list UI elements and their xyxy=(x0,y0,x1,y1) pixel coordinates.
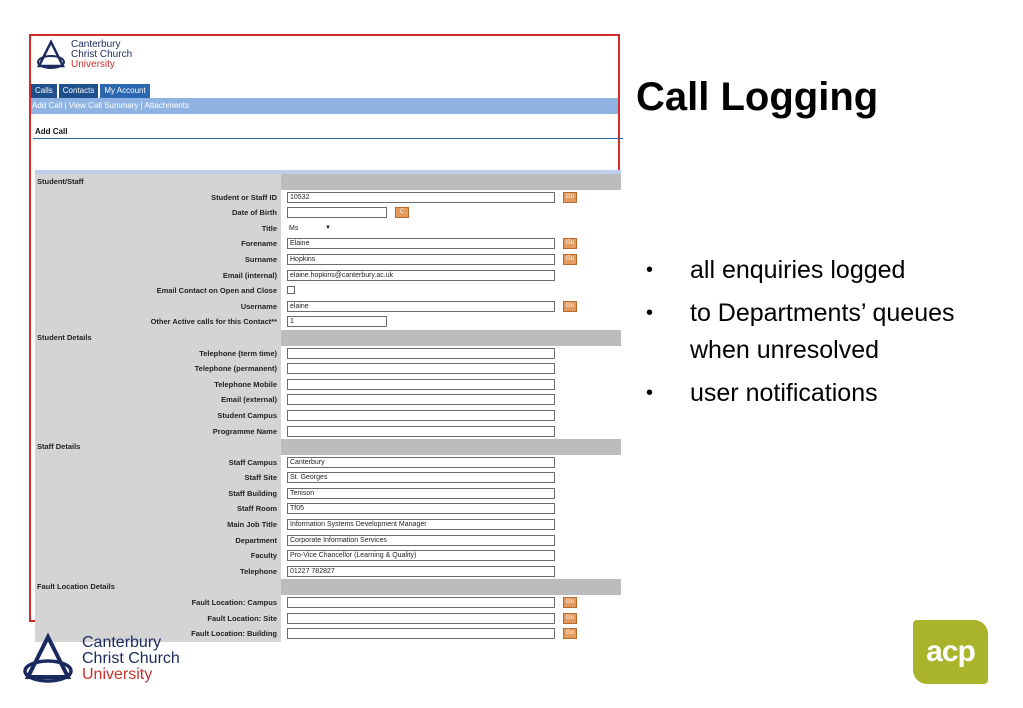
fault-building-input[interactable] xyxy=(287,628,555,639)
calendar-button[interactable]: C xyxy=(395,207,409,218)
logo-line-2: Christ Church xyxy=(82,650,180,667)
go-button[interactable]: Go xyxy=(563,254,577,265)
tab-my-account[interactable]: My Account xyxy=(100,84,149,98)
logo-line-1: Canterbury xyxy=(71,39,121,50)
field-label: Staff Room xyxy=(35,501,281,517)
field-label: Email (external) xyxy=(35,392,281,408)
field-label: Telephone (term time) xyxy=(35,346,281,362)
field-label: Fault Location: Building xyxy=(35,626,281,642)
add-call-form xyxy=(35,174,621,642)
page-title: Add Call xyxy=(35,127,68,136)
section-header-student-staff xyxy=(35,174,621,190)
field-label: Title xyxy=(35,221,281,237)
go-button[interactable]: Go xyxy=(563,613,577,624)
form-row xyxy=(35,377,621,393)
bullet-item xyxy=(646,295,986,369)
tab-contacts[interactable]: Contacts xyxy=(59,84,99,98)
form-row xyxy=(35,299,621,315)
call-logging-screenshot xyxy=(29,34,620,639)
fault-campus-input[interactable] xyxy=(287,597,555,608)
logo-line-2: Christ Church xyxy=(71,49,133,60)
form-row xyxy=(35,470,621,486)
form-row xyxy=(35,595,621,611)
go-button[interactable]: Go xyxy=(563,192,577,203)
main-tabs xyxy=(31,84,152,98)
staff-building-input[interactable]: Tenison xyxy=(287,488,555,499)
field-label: Telephone (permanent) xyxy=(35,361,281,377)
title-divider xyxy=(33,138,623,139)
telephone-mobile-input[interactable] xyxy=(287,379,555,390)
department-input[interactable]: Corporate Information Services xyxy=(287,535,555,546)
logo-line-3: University xyxy=(82,666,153,683)
bullet-marker: • xyxy=(646,259,654,281)
bullet-item xyxy=(646,252,986,289)
bullet-text: to Departments’ queues when unresolved xyxy=(690,299,955,364)
app-header xyxy=(31,36,618,84)
section-header-staff-details xyxy=(35,439,621,455)
section-label: Fault Location Details xyxy=(35,579,281,595)
form-row xyxy=(35,611,621,627)
section-header-student-details xyxy=(35,330,621,346)
bullet-text: user notifications xyxy=(690,379,878,407)
date-of-birth-input[interactable] xyxy=(287,207,387,218)
go-button[interactable]: Go xyxy=(563,301,577,312)
university-logo xyxy=(20,633,180,685)
fault-site-input[interactable] xyxy=(287,613,555,624)
field-label: Date of Birth xyxy=(35,205,281,221)
section-header-fault-location xyxy=(35,579,621,595)
tab-calls[interactable]: Calls xyxy=(31,84,57,98)
form-row xyxy=(35,346,621,362)
university-emblem-icon xyxy=(20,633,76,685)
email-contact-checkbox[interactable] xyxy=(287,286,295,294)
form-row xyxy=(35,361,621,377)
field-label: Faculty xyxy=(35,548,281,564)
form-row xyxy=(35,517,621,533)
form-row xyxy=(35,252,621,268)
form-row xyxy=(35,221,621,237)
field-label: Staff Building xyxy=(35,486,281,502)
faculty-input[interactable]: Pro-Vice Chancellor (Learning & Quality) xyxy=(287,550,555,561)
staff-room-input[interactable]: Tf05 xyxy=(287,503,555,514)
chevron-down-icon: ▼ xyxy=(325,224,331,231)
telephone-term-input[interactable] xyxy=(287,348,555,359)
main-job-title-input[interactable]: Information Systems Development Manager xyxy=(287,519,555,530)
field-label: Telephone xyxy=(35,564,281,580)
field-label: Department xyxy=(35,533,281,549)
form-row xyxy=(35,205,621,221)
form-row xyxy=(35,236,621,252)
section-label: Student/Staff xyxy=(35,174,281,190)
programme-name-input[interactable] xyxy=(287,426,555,437)
form-row xyxy=(35,190,621,206)
email-external-input[interactable] xyxy=(287,394,555,405)
section-label: Student Details xyxy=(35,330,281,346)
field-label: Email (internal) xyxy=(35,268,281,284)
bullet-marker: • xyxy=(646,382,654,404)
field-label: Student or Staff ID xyxy=(35,190,281,206)
field-label: Main Job Title xyxy=(35,517,281,533)
form-row xyxy=(35,408,621,424)
bullet-text: all enquiries logged xyxy=(690,256,906,284)
field-label: Staff Site xyxy=(35,470,281,486)
telephone-permanent-input[interactable] xyxy=(287,363,555,374)
form-row xyxy=(35,486,621,502)
field-label: Email Contact on Open and Close xyxy=(35,283,281,299)
staff-campus-input[interactable]: Canterbury xyxy=(287,457,555,468)
go-button[interactable]: Go xyxy=(563,628,577,639)
surname-input[interactable]: Hopkins xyxy=(287,254,555,265)
field-label: Fault Location: Site xyxy=(35,611,281,627)
field-label: Surname xyxy=(35,252,281,268)
form-row xyxy=(35,283,621,299)
acp-logo: acp xyxy=(913,620,988,684)
slide-title: Call Logging xyxy=(636,75,879,119)
university-emblem-icon xyxy=(35,40,67,70)
form-row xyxy=(35,392,621,408)
sub-navigation[interactable]: Add Call | View Call Summary | Attachments xyxy=(31,98,618,114)
bullet-marker: • xyxy=(646,302,654,324)
university-logo-small xyxy=(35,40,132,70)
logo-line-3: University xyxy=(71,59,115,70)
field-label: Other Active calls for this Contact** xyxy=(35,314,281,330)
field-label: Student Campus xyxy=(35,408,281,424)
section-label: Staff Details xyxy=(35,439,281,455)
form-row xyxy=(35,268,621,284)
form-row xyxy=(35,501,621,517)
student-campus-input[interactable] xyxy=(287,410,555,421)
field-label: Fault Location: Campus xyxy=(35,595,281,611)
go-button[interactable]: Go xyxy=(563,238,577,249)
form-row xyxy=(35,564,621,580)
form-row xyxy=(35,533,621,549)
field-label: Forename xyxy=(35,236,281,252)
field-label: Programme Name xyxy=(35,424,281,440)
title-select[interactable] xyxy=(287,223,333,234)
form-row xyxy=(35,424,621,440)
other-active-calls-input[interactable]: 1 xyxy=(287,316,387,327)
bullet-list xyxy=(646,252,986,418)
field-label: Staff Campus xyxy=(35,455,281,471)
telephone-input[interactable]: 01227 782827 xyxy=(287,566,555,577)
field-label: Username xyxy=(35,299,281,315)
go-button[interactable]: Go xyxy=(563,597,577,608)
email-internal-input[interactable]: elaine.hopkins@canterbury.ac.uk xyxy=(287,270,555,281)
staff-site-input[interactable]: St. Georges xyxy=(287,472,555,483)
field-label: Telephone Mobile xyxy=(35,377,281,393)
logo-line-1: Canterbury xyxy=(82,634,162,651)
title-select-value: Ms xyxy=(289,224,299,232)
form-row xyxy=(35,314,621,330)
form-row xyxy=(35,455,621,471)
username-input[interactable]: elaine xyxy=(287,301,555,312)
bullet-item xyxy=(646,375,986,412)
student-staff-id-input[interactable]: 10532 xyxy=(287,192,555,203)
form-row xyxy=(35,548,621,564)
forename-input[interactable]: Elaine xyxy=(287,238,555,249)
